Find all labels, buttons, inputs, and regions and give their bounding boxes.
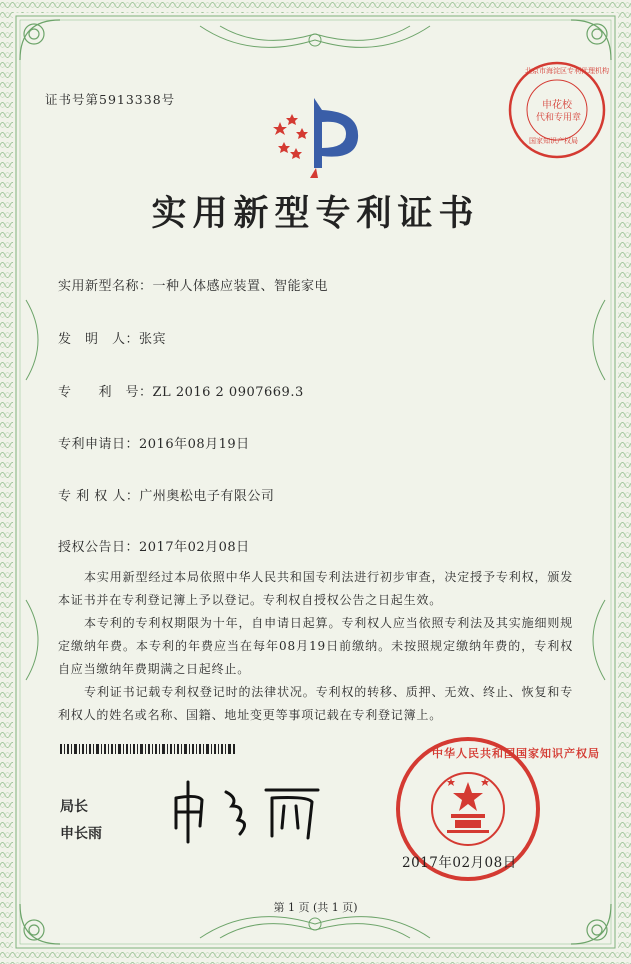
paragraph-grant: 本实用新型经过本局依照中华人民共和国专利法进行初步审查，决定授予专利权，颁发本证书并在专利登记簿上予以登记。专利权自授权公告之日起生效。 [58, 570, 573, 607]
barcode [60, 744, 236, 754]
field-patent-number: 专 利 号：ZL 2016 2 0907669.3 [58, 385, 304, 400]
director-name: 申长雨 [60, 826, 102, 842]
director-signature [168, 776, 328, 846]
director-title: 局长 [60, 799, 88, 815]
official-seal-text: 中华人民共和国国家知识产权局 [432, 747, 600, 760]
field-application-date: 专利申请日：2016年08月19日 [58, 437, 250, 452]
field-grant-date: 授权公告日：2017年02月08日 [58, 540, 250, 555]
certificate-number: 证书号第5913338号 [45, 92, 176, 107]
paragraph-legal-status: 专利证书记载专利权登记时的法律状况。专利权的转移、质押、无效、终止、恢复和专利权人的姓名或名称、国籍、地址变更等事项记载在专利登记簿上。 [58, 685, 573, 722]
certificate-title: 实用新型专利证书 [151, 193, 480, 234]
page-footer: 第 1 页 (共 1 页) [273, 901, 358, 914]
field-utility-name: 实用新型名称：一种人体感应装置、智能家电 [58, 279, 329, 294]
field-inventor: 发 明 人：张宾 [58, 332, 167, 347]
field-patentee: 专 利 权 人：广州奥松电子有限公司 [58, 489, 275, 504]
agency-seal-bottom-text: 国家知识产权局 [529, 137, 578, 145]
agency-seal-ring-text: 北京市海淀区专利代理机构 [525, 67, 609, 75]
agency-seal-line2: 代和专用章 [536, 113, 582, 123]
agency-seal-line1: 申花校 [542, 100, 572, 111]
cnipa-logo [262, 90, 372, 180]
paragraph-term: 本专利的专利权期限为十年，自申请日起算。专利权人应当依照专利法及其实施细则规定缴纳年费。本专利的年费应当在每年08月19日前缴纳。未按照规定缴纳年费的，专利权自应当缴纳年费期满之日起终止。 [58, 616, 573, 676]
seal-date: 2017年02月08日 [402, 855, 517, 871]
